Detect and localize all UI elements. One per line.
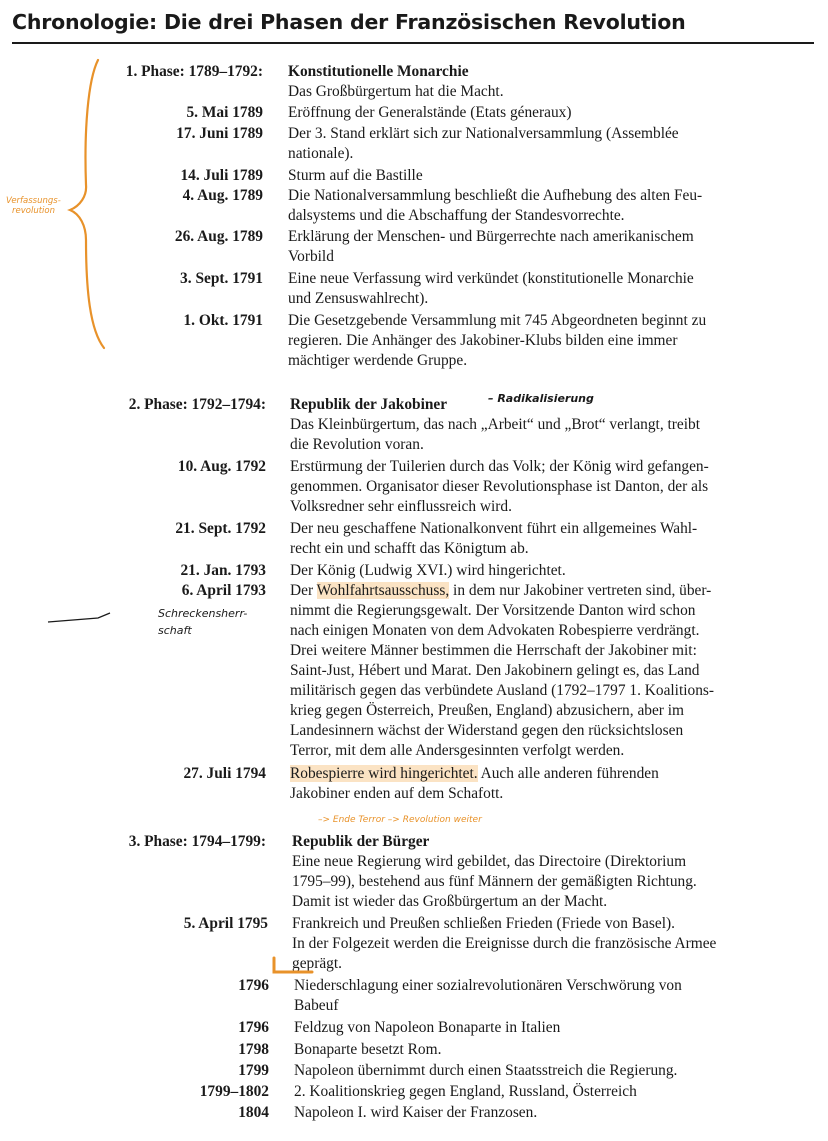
timeline-text: Eröffnung der Generalstände (Etats géneraux) <box>288 104 572 121</box>
highlighted-text: Robespierre wird hingerichtet. <box>290 765 478 782</box>
timeline-text: Erstürmung der Tuilerien durch das Volk; der König wird gefangen- <box>290 458 709 475</box>
timeline-text: Der neu geschaffene Nationalkonvent führt ein allgemeines Wahl- <box>290 520 698 537</box>
timeline-text: Drei weitere Männer bestimmen die Herrschaft der Jakobiner mit: <box>290 642 697 659</box>
timeline-date: 3. Sept. 1791 <box>180 270 263 287</box>
timeline-text: Terror, mit dem alle Andersgesinnten verfolgt werden. <box>290 742 625 759</box>
timeline-text: Die Nationalversammlung beschließt die Aufhebung des alten Feu- <box>288 187 703 204</box>
timeline-text: Vorbild <box>288 248 334 265</box>
bracket-mark-icon <box>274 958 312 972</box>
timeline-text: Der 3. Stand erklärt sich zur Nationalversammlung (Assemblée <box>288 125 679 142</box>
timeline-date: 14. Juli 1789 <box>180 167 263 184</box>
timeline-date: 21. Jan. 1793 <box>180 562 266 579</box>
annotation-radikalisierung: – Radikalisierung <box>488 392 594 405</box>
timeline-date: 1796 <box>238 1019 269 1036</box>
timeline-date: 5. Mai 1789 <box>186 104 263 121</box>
phase3-label: 3. Phase: 1794–1799: <box>128 833 266 850</box>
timeline-text: Der König (Ludwig XVI.) wird hingerichtet. <box>290 562 566 579</box>
timeline-text: nach einigen Monaten von dem Advokaten Robespierre verdrängt. <box>290 622 700 639</box>
timeline-date: 1796 <box>238 977 269 994</box>
timeline-text: 2. Koalitionskrieg gegen England, Russland, Österreich <box>294 1083 637 1100</box>
timeline-text: Robespierre wird hingerichtet. Auch alle anderen führenden <box>290 765 659 782</box>
timeline-text: und Zensuswahlrecht). <box>288 290 429 307</box>
phase3-intro: Damit ist wieder das Großbürgertum an der Macht. <box>292 893 608 910</box>
timeline-text: Jakobiner enden auf dem Schafott. <box>290 785 504 802</box>
annotation-ende-terror: –> Ende Terror –> Revolution weiter <box>318 815 482 825</box>
timeline-text: geprägt. <box>292 955 342 972</box>
timeline-date: 26. Aug. 1789 <box>174 228 263 245</box>
timeline-text: Erklärung der Menschen- und Bürgerrechte nach amerikanischem <box>288 228 694 245</box>
timeline-text: militärisch gegen das verbündete Ausland (1792–1797 1. Koalitions- <box>290 682 715 699</box>
timeline-text: krieg gegen Österreich, Preußen, England) abzusichern, aber im <box>290 702 685 719</box>
timeline-text: Napoleon übernimmt durch einen Staatsstreich die Regierung. <box>294 1062 678 1079</box>
timeline-date: 4. Aug. 1789 <box>182 187 263 204</box>
timeline-text: Babeuf <box>294 997 339 1014</box>
timeline-text: Landesinnern wächst der Widerstand gegen den rücksichtslosen <box>290 722 684 739</box>
timeline-date: 1804 <box>238 1104 269 1121</box>
timeline-text: dalsystems und die Abschaffung der Standesvorrechte. <box>288 207 625 224</box>
annotation-schreckensherrschaft: Schreckensherr- schaft <box>158 607 248 637</box>
timeline-text: Napoleon I. wird Kaiser der Franzosen. <box>294 1104 538 1121</box>
timeline-text: nimmt die Regierungsgewalt. Der Vorsitzende Danton wird schon <box>290 602 696 619</box>
timeline-date: 5. April 1795 <box>183 915 268 932</box>
timeline-text: Die Gesetzgebende Versammlung mit 745 Abgeordneten beginnt zu <box>288 312 707 329</box>
timeline-text: Eine neue Verfassung wird verkündet (konstitutionelle Monarchie <box>288 270 694 287</box>
page-title: Chronologie: Die drei Phasen der Französischen Revolution <box>12 10 686 34</box>
timeline-date: 10. Aug. 1792 <box>177 458 266 475</box>
phase2-label: 2. Phase: 1792–1794: <box>128 396 266 413</box>
phase2-intro: die Revolution voran. <box>290 436 424 453</box>
phase2-heading: Republik der Jakobiner <box>290 396 448 413</box>
timeline-text: recht ein und schafft das Königtum ab. <box>290 540 529 557</box>
timeline-date: 6. April 1793 <box>181 582 266 599</box>
timeline-text: Volksredner sehr einflussreich wird. <box>290 498 512 515</box>
phase1-heading: Konstitutionelle Monarchie <box>288 63 469 80</box>
timeline-date: 27. Juli 1794 <box>183 765 266 782</box>
phase3-intro: 1795–99), bestehend aus fünf Männern der gemäßigten Richtung. <box>292 873 697 890</box>
timeline-text: In der Folgezeit werden die Ereignisse durch die französische Armee <box>292 935 717 952</box>
phase2-intro: Das Kleinbürgertum, das nach „Arbeit“ und „Brot“ verlangt, treibt <box>290 416 701 433</box>
brace-icon <box>70 60 104 348</box>
timeline-date: 1. Okt. 1791 <box>183 312 263 329</box>
timeline-date: 1799–1802 <box>199 1083 269 1100</box>
timeline-date: 1799 <box>238 1062 269 1079</box>
phase1-label: 1. Phase: 1789–1792: <box>125 63 263 80</box>
connector-line-icon <box>48 613 110 622</box>
timeline-text: Sturm auf die Bastille <box>288 167 423 184</box>
timeline-text: Feldzug von Napoleon Bonaparte in Italien <box>294 1019 561 1036</box>
timeline-text: Niederschlagung einer sozialrevolutionären Verschwörung von <box>294 977 682 994</box>
timeline-text: mächtiger werdende Gruppe. <box>288 352 468 369</box>
timeline-text: nationale). <box>288 145 354 162</box>
phase1-intro: Das Großbürgertum hat die Macht. <box>288 83 504 100</box>
timeline-date: 17. Juni 1789 <box>176 125 263 142</box>
timeline-text: Der Wohlfahrtsausschuss, in dem nur Jakobiner vertreten sind, über- <box>290 582 712 599</box>
timeline-text: genommen. Organisator dieser Revolutionsphase ist Danton, der als <box>290 478 709 495</box>
timeline-text: Saint-Just, Hébert und Marat. Den Jakobinern gelingt es, das Land <box>290 662 700 679</box>
phase3-heading: Republik der Bürger <box>292 833 430 850</box>
timeline-text: Frankreich und Preußen schließen Frieden (Friede von Basel). <box>292 915 675 932</box>
timeline-text: regieren. Die Anhänger des Jakobiner-Klubs bilden eine immer <box>288 332 678 349</box>
phase3-intro: Eine neue Regierung wird gebildet, das Directoire (Direktorium <box>292 853 687 870</box>
timeline-date: 21. Sept. 1792 <box>175 520 266 537</box>
timeline-date: 1798 <box>238 1041 269 1058</box>
timeline-text: Bonaparte besetzt Rom. <box>294 1041 442 1058</box>
annotation-verfassungsrevolution: Verfassungs- revolution <box>6 196 61 216</box>
highlighted-text: Wohlfahrtsausschuss, <box>316 582 450 599</box>
